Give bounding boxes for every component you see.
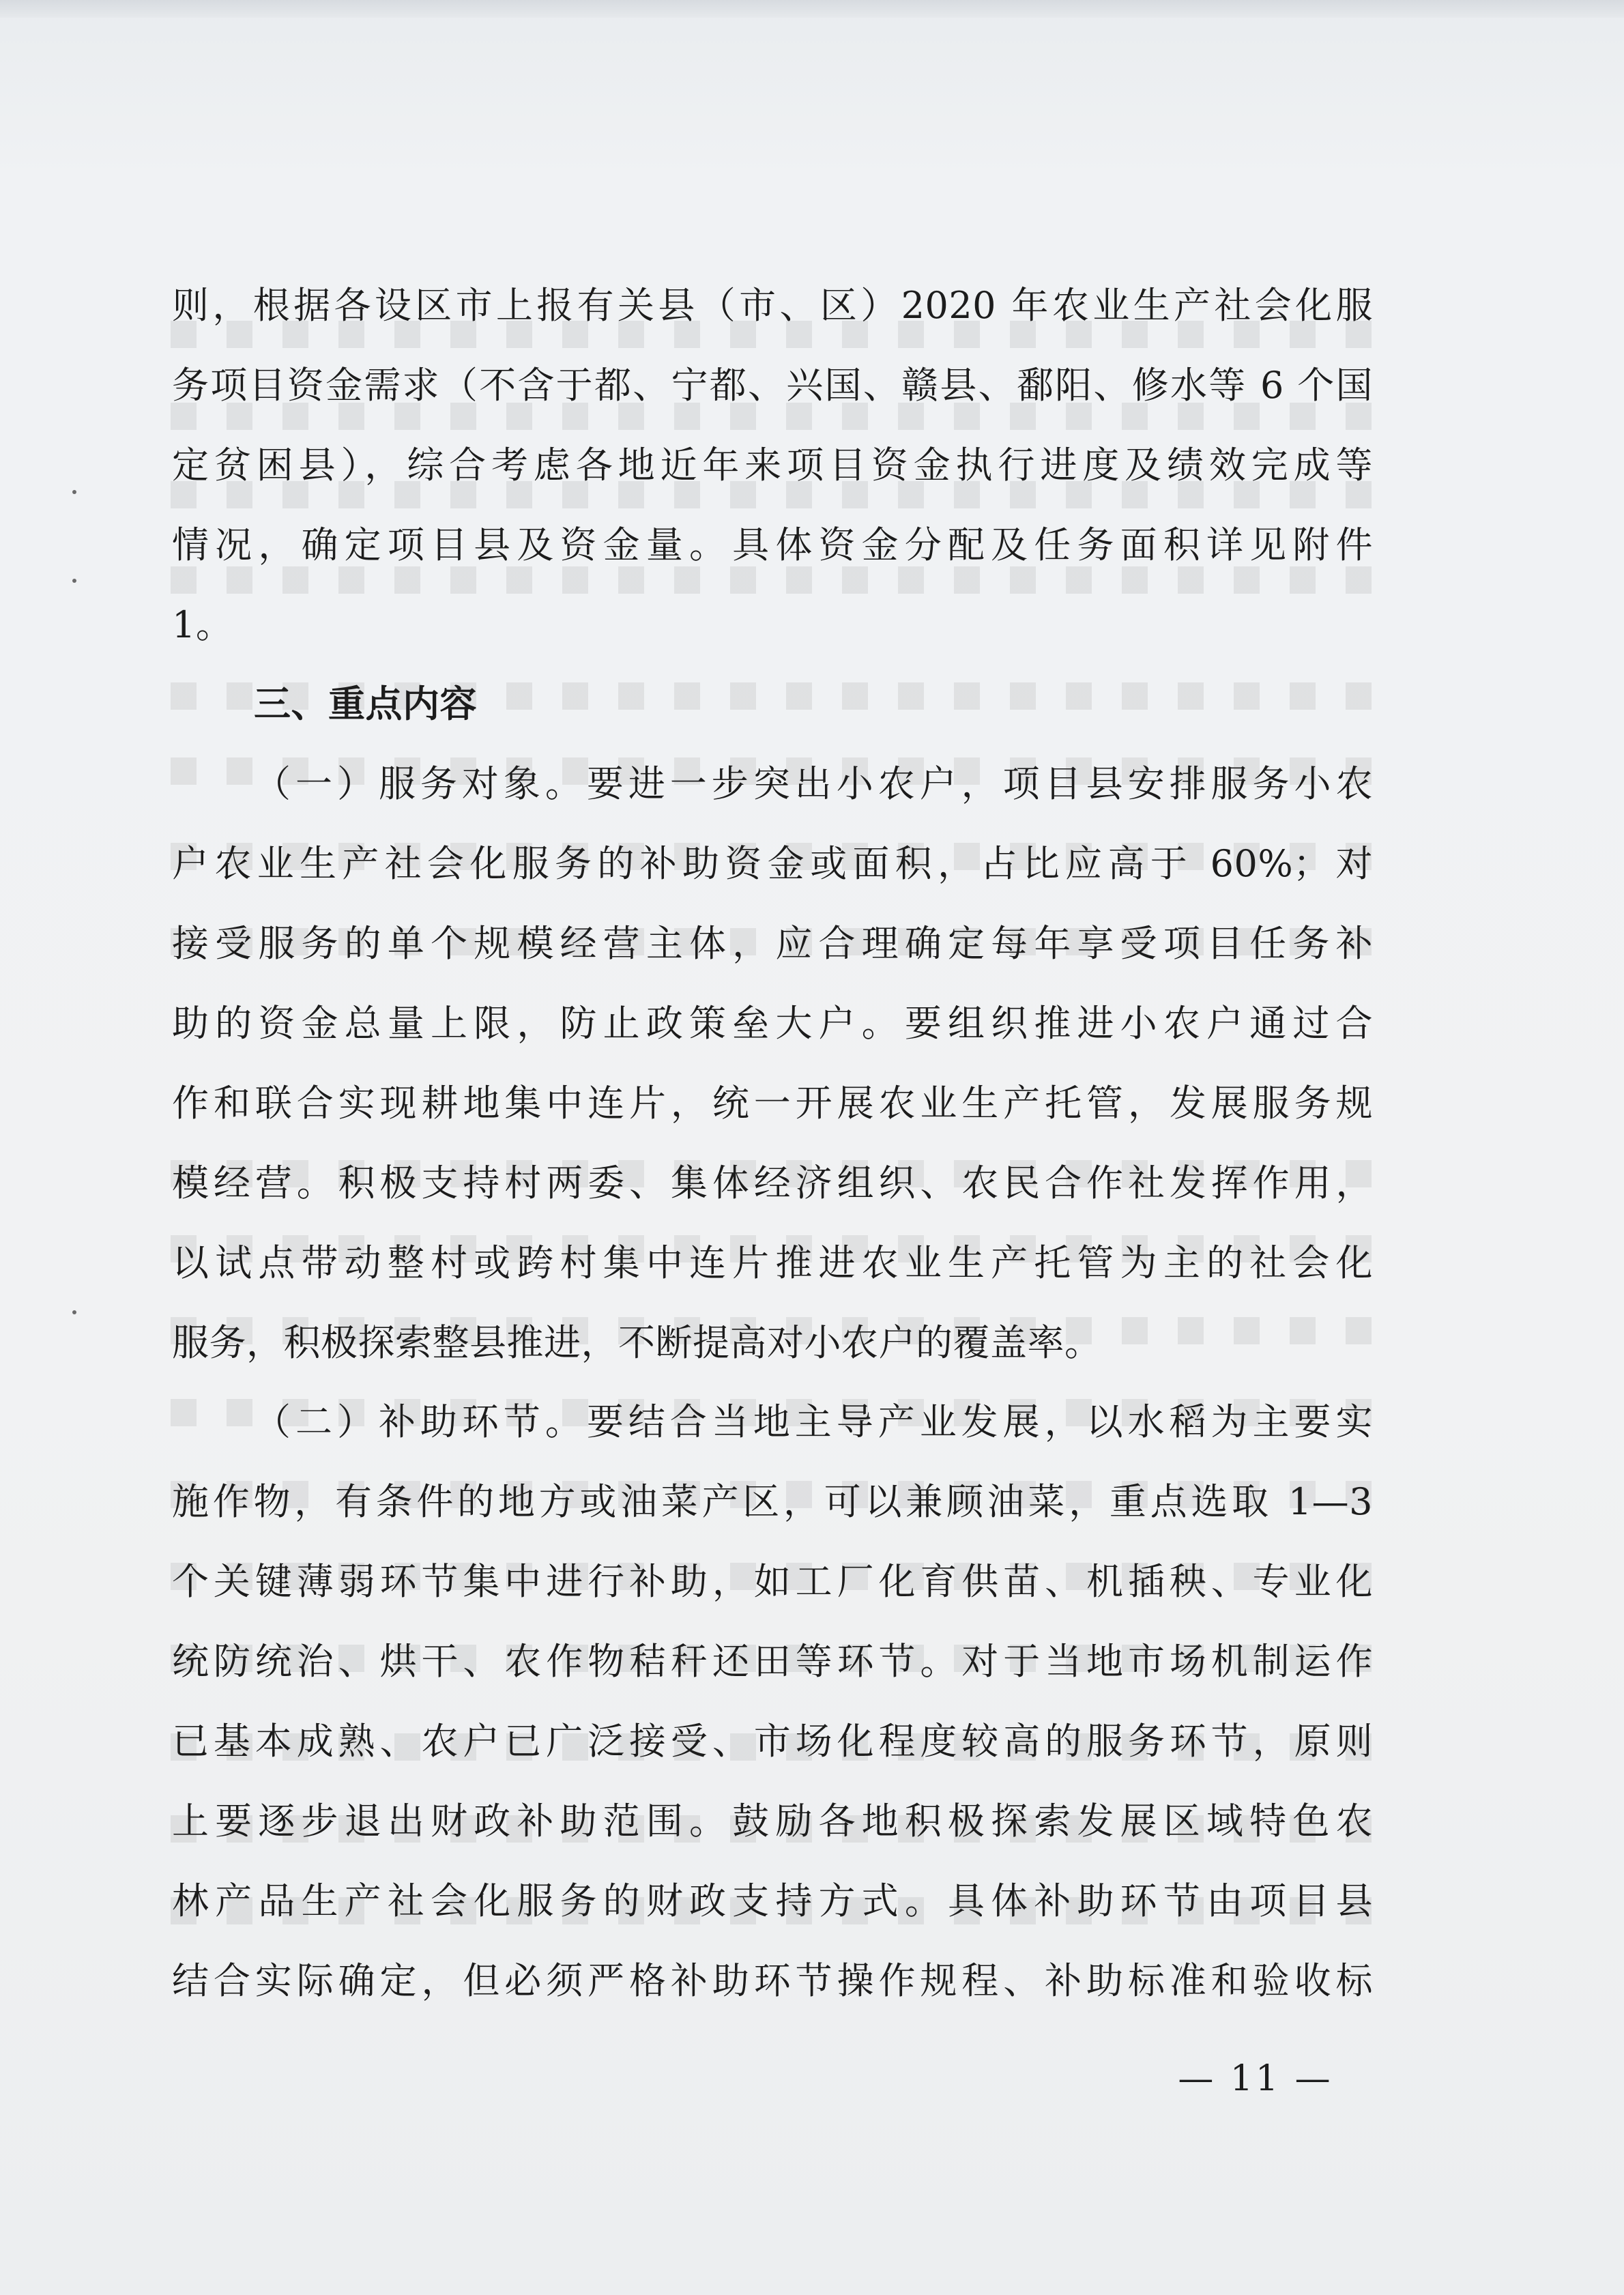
text-line: 1。 xyxy=(172,603,233,646)
text-line: 则，根据各设区市上报有关县（市、区）2020 年农业生产社会化服 xyxy=(172,284,1373,327)
page-number: — 11 — xyxy=(1178,2058,1333,2099)
text-line: 作和联合实现耕地集中连片，统一开展农业生产托管，发展服务规 xyxy=(172,1081,1373,1125)
text-line: 结合实际确定，但必须严格补助环节操作规程、补助标准和验收标 xyxy=(172,1959,1373,2002)
text-line: 情况，确定项目县及资金量。具体资金分配及任务面积详见附件 xyxy=(172,523,1373,566)
binding-mark xyxy=(72,579,76,583)
text-line: 户农业生产社会化服务的补助资金或面积，占比应高于 60%；对 xyxy=(172,842,1373,886)
text-line: 模经营。积极支持村两委、集体经济组织、农民合作社发挥作用， xyxy=(172,1161,1373,1204)
section-heading: 三、重点内容 xyxy=(254,682,477,726)
binding-mark xyxy=(72,490,76,494)
text-line: 已基本成熟、农户已广泛接受、市场化程度较高的服务环节，原则 xyxy=(172,1720,1373,1763)
text-line: 施作物，有条件的地方或油菜产区，可以兼顾油菜，重点选取 1—3 xyxy=(172,1480,1373,1524)
text-line: 务项目资金需求（不含于都、宁都、兴国、赣县、鄱阳、修水等 6 个国 xyxy=(172,363,1373,407)
text-line: 林产品生产社会化服务的财政支持方式。具体补助环节由项目县 xyxy=(172,1879,1373,1922)
binding-mark xyxy=(72,1310,76,1314)
text-line: 接受服务的单个规模经营主体，应合理确定每年享受项目任务补 xyxy=(172,922,1373,966)
text-line: 助的资金总量上限，防止政策垒大户。要组织推进小农户通过合 xyxy=(172,1002,1373,1045)
text-line: 上要逐步退出财政补助范围。鼓励各地积极探索发展区域特色农 xyxy=(172,1799,1373,1843)
text-line: 以试点带动整村或跨村集中连片推进农业生产托管为主的社会化 xyxy=(172,1241,1373,1284)
paragraph-first-line: （二）补助环节。要结合当地主导产业发展，以水稻为主要实 xyxy=(254,1400,1373,1444)
text-line: 服务，积极探索整县推进，不断提高对小农户的覆盖率。 xyxy=(172,1320,1102,1364)
scan-top-edge xyxy=(0,0,1624,18)
text-line: 个关键薄弱环节集中进行补助，如工厂化育供苗、机插秧、专业化 xyxy=(172,1560,1373,1604)
text-line: 定贫困县），综合考虑各地近年来项目资金执行进度及绩效完成等 xyxy=(172,443,1373,487)
text-line: 统防统治、烘干、农作物秸秆还田等环节。对于当地市场机制运作 xyxy=(172,1640,1373,1684)
paragraph-first-line: （一）服务对象。要进一步突出小农户，项目县安排服务小农 xyxy=(254,762,1373,806)
body-text xyxy=(172,266,1373,2021)
